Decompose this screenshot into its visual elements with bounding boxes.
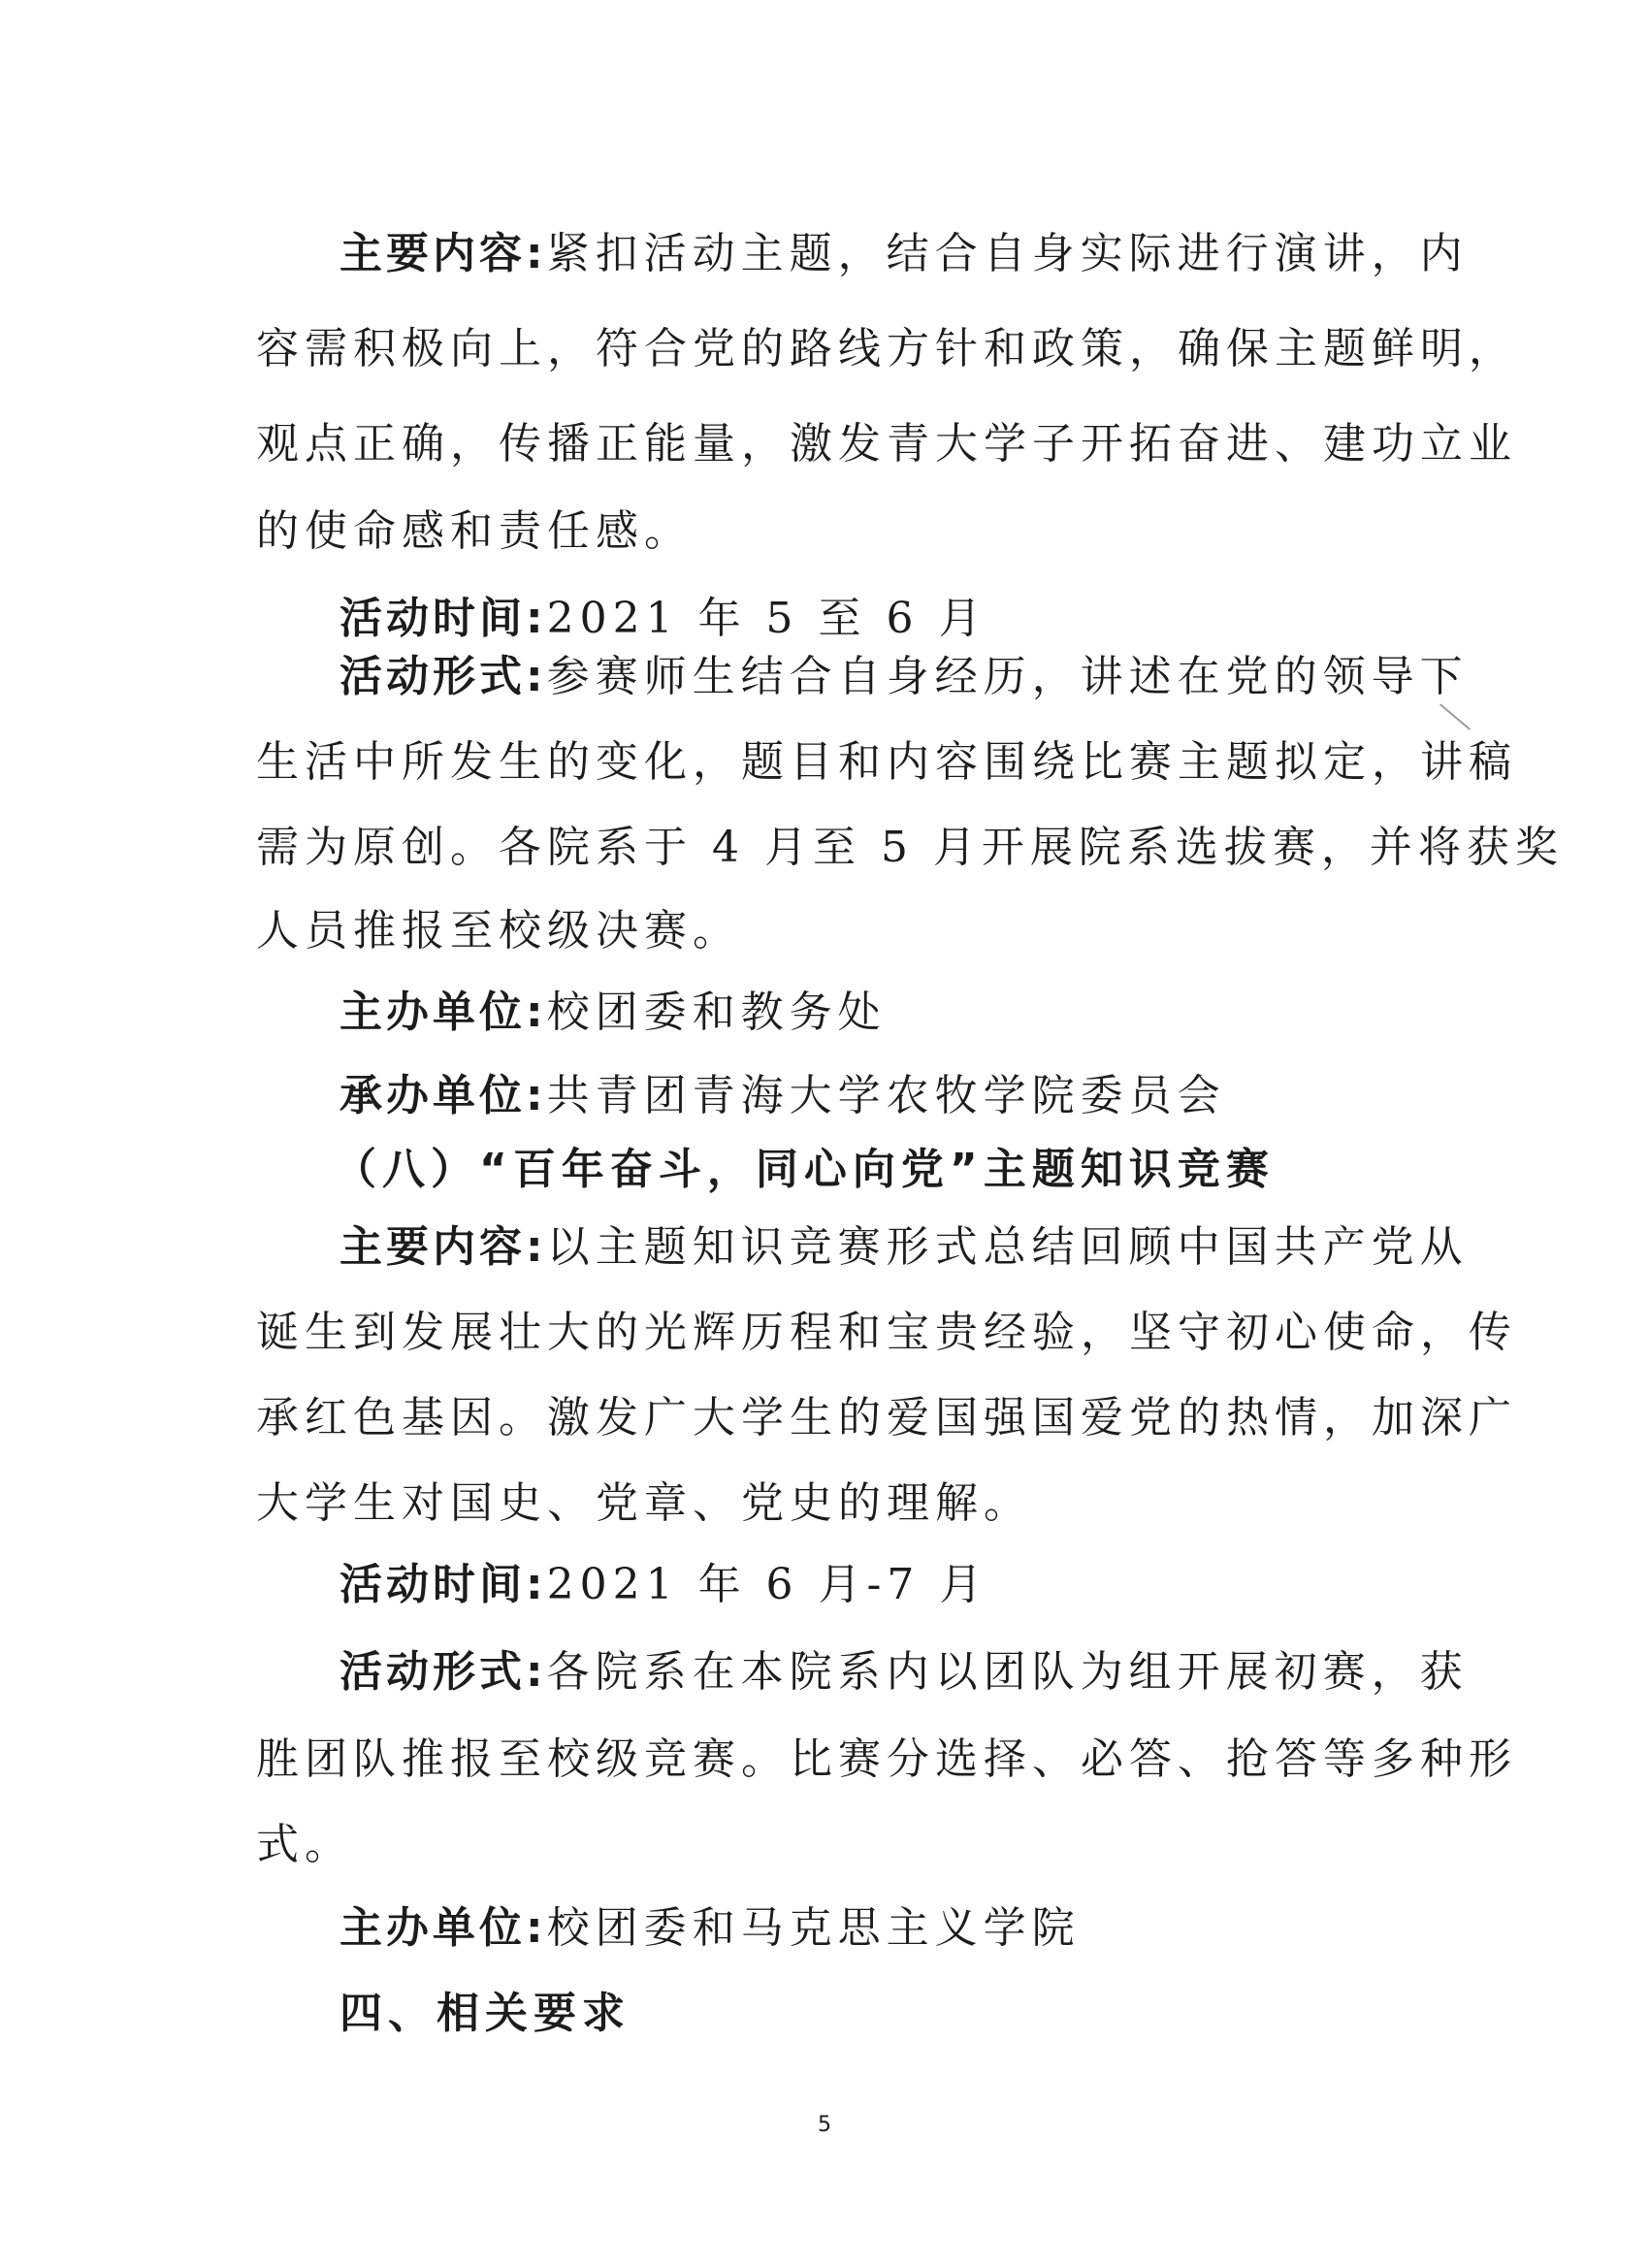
time-line [340,590,987,648]
content-label: 主要内容: [340,229,547,278]
s8-content-line-2: 诞生到发展壮大的光辉历程和宝贵经验，坚守初心使命，传 [256,1308,1517,1357]
s8-host-label: 主办单位: [340,1903,547,1953]
scan-mark [1439,703,1471,729]
s8-time-value: 2021 年 6 月-7 月 [546,1560,988,1609]
form-text: 参赛师生结合自身经历，讲述在党的领导下 [546,652,1469,701]
organizer-line [340,1067,1226,1125]
s8-content-line-1 [340,1218,1469,1277]
time-label: 活动时间: [340,594,547,643]
s8-host-line [340,1899,1081,1958]
time-value: 2021 年 5 至 6 月 [546,594,987,643]
s8-form-line-2: 胜团队推报至校级竞赛。比赛分选择、必答、抢答等多种形 [256,1734,1517,1784]
content-line-4: 的使命感和责任感。 [256,506,693,556]
page-number: 5 [818,2113,831,2137]
s8-form-text: 各院系在本院系内以团队为组开展初赛，获 [546,1647,1469,1697]
s8-content-label: 主要内容: [340,1222,547,1272]
content-line-1 [340,225,1469,283]
form-line-4: 人员推报至校级决赛。 [256,906,741,956]
section-8-heading: （八）“百年奋斗，同心向党”主题知识竞赛 [334,1145,1275,1194]
section-4-heading: 四、相关要求 [340,1989,630,2038]
form-line-2: 生活中所发生的变化，题目和内容围绕比赛主题拟定，讲稿 [256,737,1517,787]
s8-content-line-3: 承红色基因。激发广大学生的爱国强国爱党的热情，加深广 [256,1393,1517,1442]
content-line-2: 容需积极向上，符合党的路线方针和政策，确保主题鲜明， [256,324,1517,373]
host-value: 校团委和教务处 [546,988,887,1037]
s8-host-value: 校团委和马克思主义学院 [546,1903,1081,1953]
s8-form-line-1 [340,1643,1469,1701]
host-label: 主办单位: [340,988,547,1037]
organizer-label: 承办单位: [340,1071,547,1120]
s8-time-label: 活动时间: [340,1560,547,1609]
host-line [340,984,887,1042]
s8-form-line-3: 式。 [256,1820,353,1869]
content-line-3: 观点正确，传播正能量，激发青大学子开拓奋进、建功立业 [256,419,1517,469]
s8-content-text: 以主题知识竞赛形式总结回顾中国共产党从 [546,1222,1469,1272]
form-line-3: 需为原创。各院系于 4 月至 5 月开展院系选拔赛，并将获奖 [256,823,1564,872]
s8-form-label: 活动形式: [340,1647,547,1697]
organizer-value: 共青团青海大学农牧学院委员会 [546,1071,1226,1120]
s8-content-line-4: 大学生对国史、党章、党史的理解。 [256,1478,1032,1528]
form-label: 活动形式: [340,652,547,701]
content-text: 紧扣活动主题，结合自身实际进行演讲，内 [546,229,1469,278]
s8-time-line [340,1556,987,1614]
form-line-1 [340,648,1469,706]
